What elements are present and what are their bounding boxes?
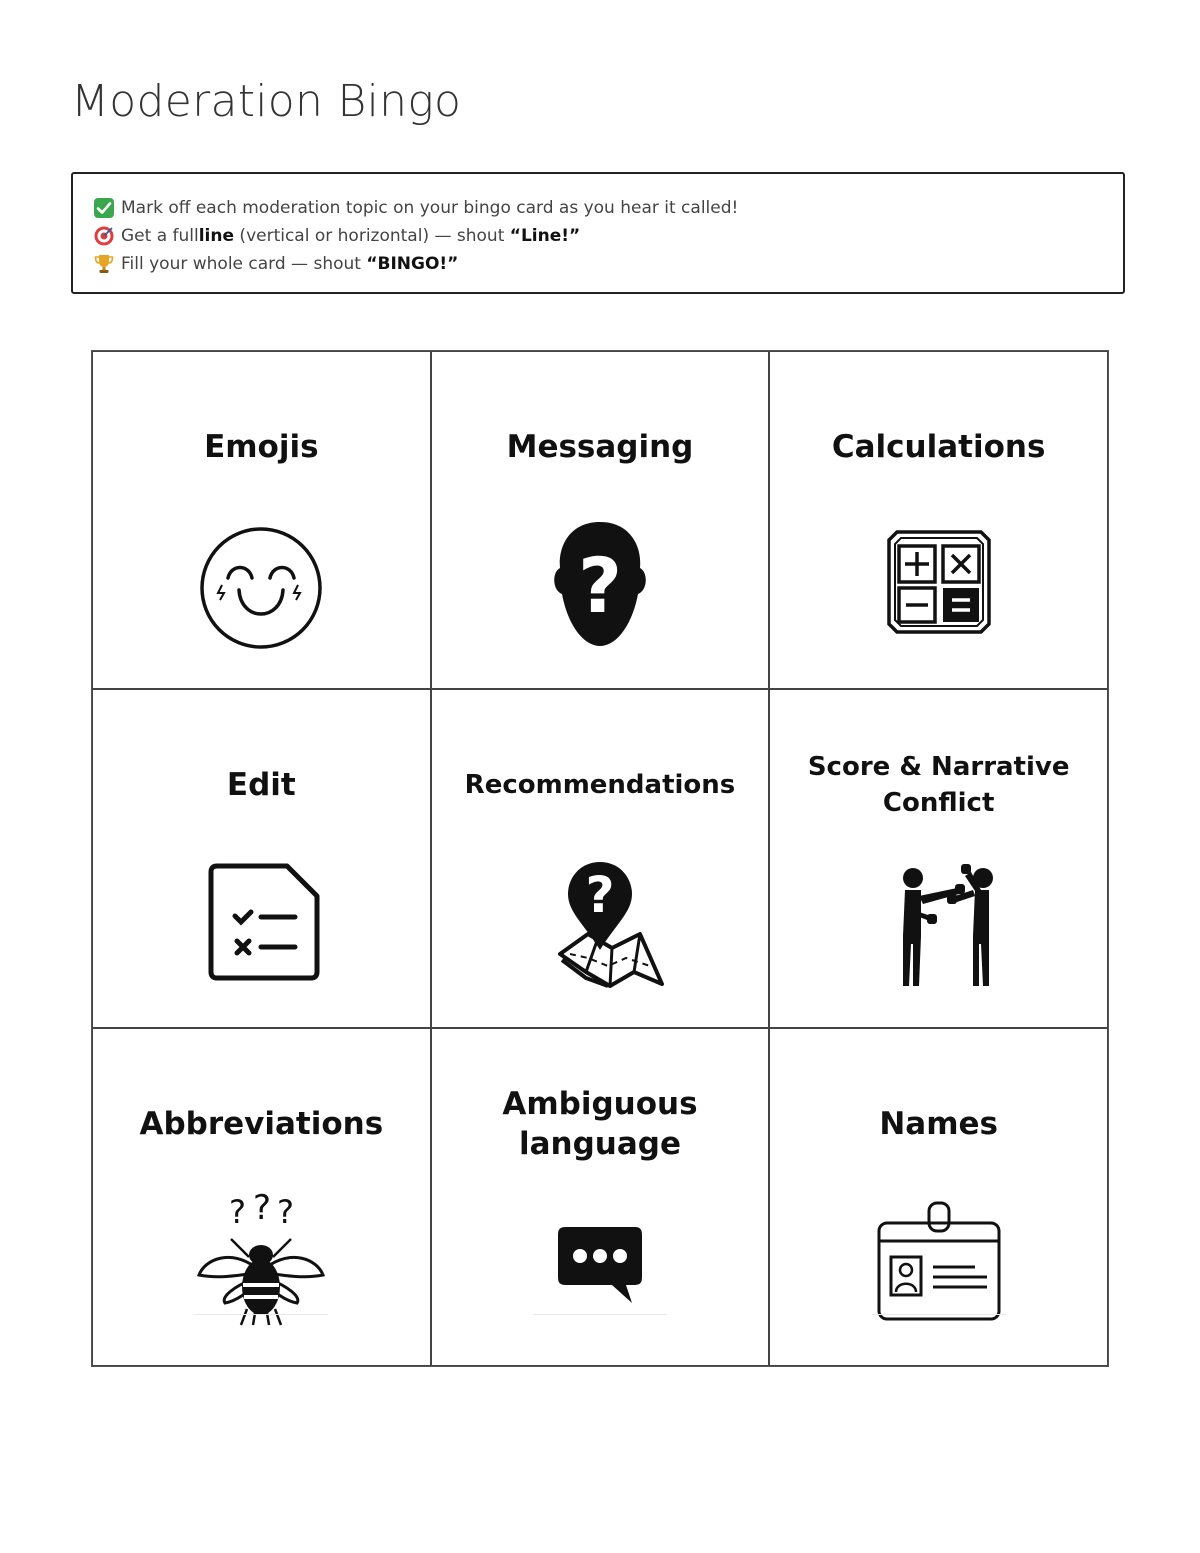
confused-bee-icon [191,1193,331,1333]
svg-text:?: ? [253,1192,272,1228]
speech-bubble-ellipsis-icon [530,1193,670,1333]
bingo-cell-ambiguous-language[interactable] [431,1028,770,1366]
bingo-cell-messaging[interactable] [431,351,770,689]
bingo-cell-abbreviations[interactable] [92,1028,431,1366]
cell-label: Names [879,1105,998,1142]
icon-underline [533,1314,667,1315]
rule-emphasis: line [198,226,235,246]
checklist-document-icon [191,854,331,994]
cell-label: Score & Narrative Conflict [807,752,1070,819]
svg-text:?: ? [585,866,615,925]
page-title: Moderation Bingo [71,76,462,127]
rule-line-3 [93,250,1123,278]
trophy-icon [93,253,115,275]
cell-label: Ambiguous language [502,1085,698,1162]
instructions-box [71,172,1125,294]
cell-label: Messaging [506,429,694,465]
id-badge-icon [869,1193,1009,1333]
target-icon [93,225,115,247]
head-question-icon [530,516,670,656]
bingo-cell-recommendations[interactable] [431,689,770,1027]
rule-line-2 [93,222,1123,250]
cell-label: Calculations [831,429,1046,465]
svg-text:?: ? [229,1192,247,1231]
svg-text:?: ? [277,1192,295,1231]
smiley-face-icon [191,516,331,656]
bingo-cell-calculations[interactable] [769,351,1108,689]
bingo-cell-edit[interactable] [92,689,431,1027]
cell-label: Emojis [204,429,319,465]
rule-text: Fill your whole card — shout [121,254,367,274]
rule-text: Get a full [121,226,199,246]
calculator-icon [869,516,1009,656]
cell-label: Edit [226,767,296,804]
rule-emphasis: “BINGO!” [366,254,459,274]
rule-text: Mark off each moderation topic on your bingo card as you hear it called! [121,198,739,218]
rule-line-1 [93,194,1123,222]
bingo-cell-names[interactable] [769,1028,1108,1366]
bingo-card [91,350,1109,1367]
rule-text: (vertical or horizontal) — shout [234,226,510,246]
bingo-cell-score-narrative-conflict[interactable] [769,689,1108,1027]
fighting-figures-icon [869,854,1009,994]
rule-emphasis: “Line!” [509,226,581,246]
check-mark-icon [93,197,115,219]
icon-underline [194,1314,328,1315]
icon-underline [872,1314,1006,1315]
map-question-pin-icon [530,854,670,994]
cell-label: Recommendations [464,770,736,801]
cell-label: Abbreviations [139,1105,384,1142]
bingo-cell-emojis[interactable] [92,351,431,689]
svg-text:?: ? [577,541,623,630]
